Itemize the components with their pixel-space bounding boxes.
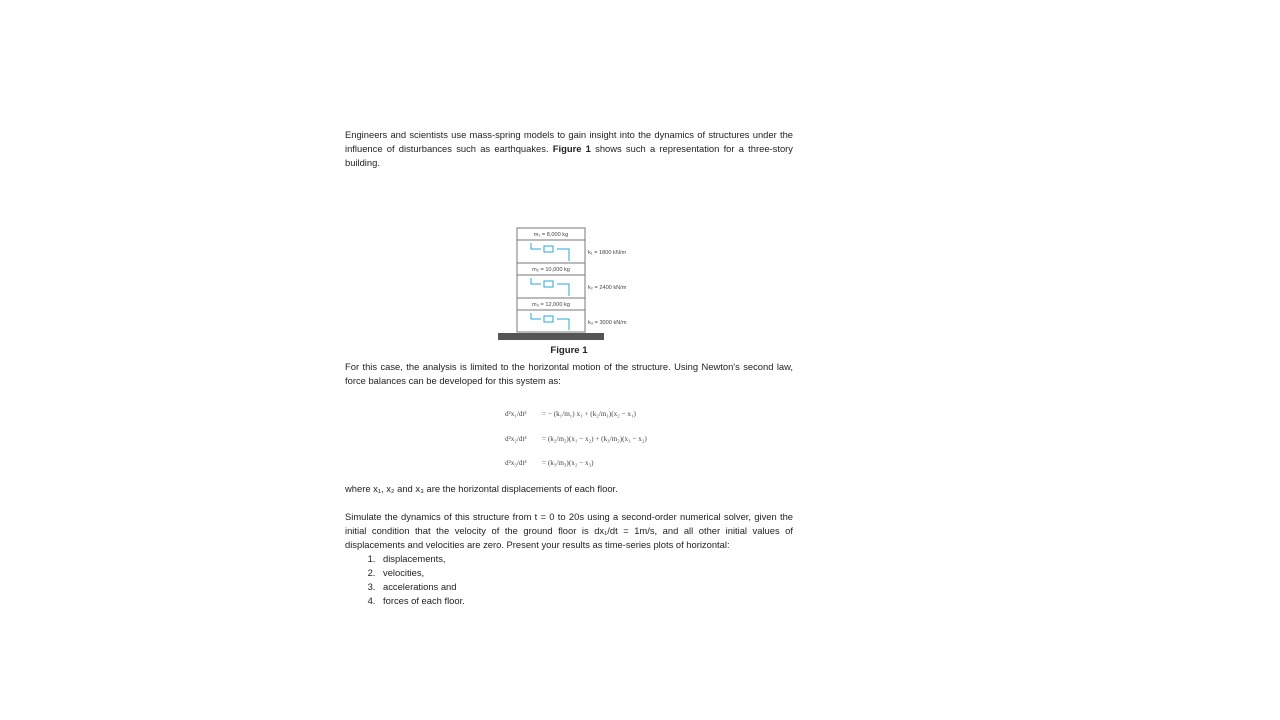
- paragraph-gap: [345, 496, 793, 510]
- equations-svg: [345, 402, 793, 476]
- spring-2-coil: [544, 281, 553, 287]
- mass-label-2: m₂ = 10,000 kg: [532, 267, 570, 273]
- spring-1-coil: [544, 246, 553, 252]
- mass-label-3: m₃ = 12,000 kg: [532, 302, 570, 308]
- intro-text-2: shows such a representation for a three-story building.: [345, 143, 793, 168]
- task-item: 4. forces of each floor.: [378, 594, 793, 608]
- building-diagram: [345, 170, 793, 360]
- ground-slab: [498, 333, 604, 340]
- equation-3-lhs: d²x₃/dt²: [505, 459, 527, 467]
- spring-label-2: k₂ = 2400 kN/m: [588, 285, 627, 291]
- equation-1-rhs: = − (k₁/m₁) x₁ + (k₂/m₁)(x₂ − x₁): [542, 410, 636, 418]
- spring-3-coil: [544, 316, 553, 322]
- document-page: [345, 128, 793, 608]
- spring-label-3: k₃ = 3000 kN/m: [588, 320, 627, 326]
- spring-label-1: k₁ = 1800 kN/m: [588, 250, 627, 256]
- figure-caption: Figure 1: [550, 345, 588, 356]
- mass-label-1: m₁ = 8,000 kg: [533, 232, 569, 238]
- task-list: [345, 552, 793, 608]
- where-paragraph: where x₁, x₂ and x₃ are the horizontal displacements of each floor.: [345, 483, 618, 494]
- equation-3-rhs: = (k₃/m₃)(x₂ − x₃): [542, 459, 594, 467]
- equation-2-rhs: = (k₂/m₂)(x₁ − x₂) + (k₃/m₂)(x₃ − x₂): [542, 435, 647, 443]
- figure-1: [345, 170, 793, 360]
- analysis-paragraph: For this case, the analysis is limited to the horizontal motion of the structure. Using Newton's second law, force balances can be developed for this system as:: [345, 361, 793, 386]
- equation-2-lhs: d²x₂/dt²: [505, 435, 527, 443]
- intro-text-1: Engineers and scientists use mass-spring models to gain insight into the dynamics of structures under the influence of disturbances such as earthquakes.: [345, 129, 793, 154]
- intro-paragraph: [345, 128, 793, 170]
- task-item: 2. velocities,: [378, 566, 793, 580]
- spring-group: [531, 243, 569, 330]
- figure-reference: Figure 1: [552, 143, 591, 154]
- equations-block: [345, 402, 793, 476]
- task-item: 1. displacements,: [378, 552, 793, 566]
- equation-1-lhs: d²x₁/dt²: [505, 410, 527, 418]
- task-paragraph: Simulate the dynamics of this structure from t = 0 to 20s using a second-order numerical solver, given the initial condition that the velocity of the ground floor is dx₁/dt = 1m/s, and all other initial values of displacements and velocities are zero. Present your results as time-series plots of horizontal:: [345, 511, 793, 550]
- task-item: 3. accelerations and: [378, 580, 793, 594]
